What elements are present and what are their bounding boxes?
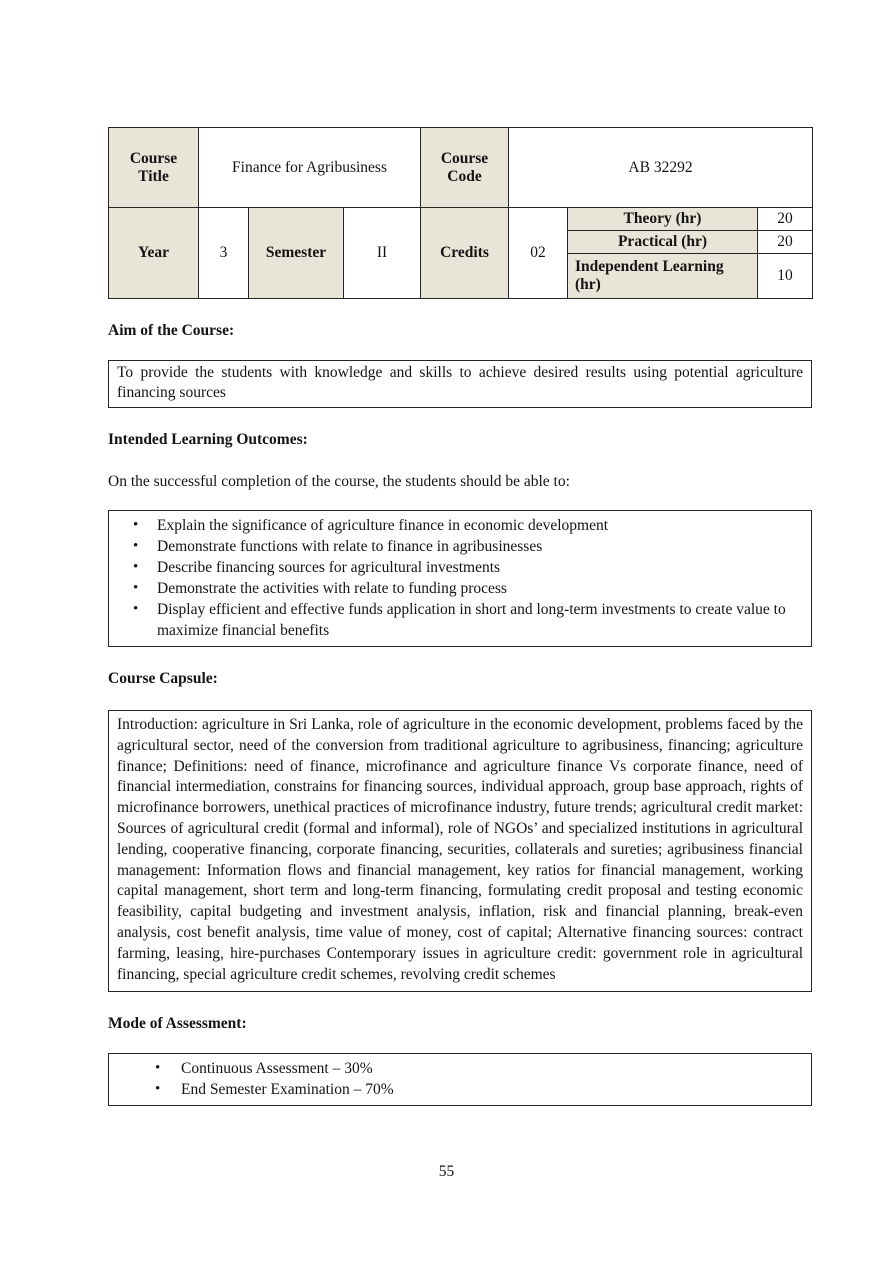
year-value: 3 (199, 208, 249, 299)
aim-heading: Aim of the Course: (108, 322, 235, 339)
assessment-bullet-list (117, 1058, 803, 1100)
course-title-label: Course Title (109, 128, 199, 208)
theory-hours-value: 20 (758, 208, 813, 231)
semester-value: II (344, 208, 421, 299)
intended-learning-outcomes-heading: Intended Learning Outcomes: (108, 431, 308, 449)
document-content (108, 0, 812, 1106)
assessment-bullet-box (108, 1053, 812, 1106)
credits-value: 02 (509, 208, 568, 299)
list-item: • Continuous Assessment – 30% (117, 1058, 803, 1079)
page-number: 55 (438, 1163, 455, 1180)
list-item: • Explain the significance of agriculture finance in economic development (117, 515, 803, 536)
ilo-bullet-list (117, 515, 803, 641)
independent-learning-hours-value: 10 (758, 254, 813, 299)
course-capsule-text-box: Introduction: agriculture in Sri Lanka, role of agriculture in the economic development, problems faced by the agricultural sector, need of the conversion from traditional agriculture to agribusiness, financing; agriculture finance; Definitions: need of finance, microfinance and agriculture finance Vs corporate finance, need of financial intermediation, constrains for financing sources, individual approach, group base approach, rights of microfinance borrowers, unethical practices of microfinance industry, future trends; agricultural credit market: Sources of agricultural credit (formal and informal), role of NGOs’ and specialized institutions in agricultural lending, cooperative financing, corporate financing, securities, collaterals and sureties; agribusiness financial management: Information flows and financial management, key ratios for financial management, working capital management, short term and long-term financing, formulating credit proposal and testing economic feasibility, capital budgeting and investment analysis, inflation, risk and financial planning, break-even analysis, cost benefit analysis, time value of money, cost of capital; Alternative financing sources: contract farming, leasing, hire-purchases Contemporary issues in agriculture credit: government role in agricultural financing, special agriculture credit schemes, revolving credit schemes (108, 710, 812, 992)
aim-text-box: To provide the students with knowledge and skills to achieve desired results using potential agriculture financing sources (108, 360, 812, 409)
course-capsule-heading: Course Capsule: (108, 670, 218, 688)
semester-label: Semester (249, 208, 344, 299)
course-code-value: AB 32292 (509, 128, 813, 208)
list-item: • End Semester Examination – 70% (117, 1079, 803, 1100)
list-item: • Demonstrate the activities with relate to funding process (117, 578, 803, 599)
year-label: Year (109, 208, 199, 299)
credits-label: Credits (421, 208, 509, 299)
list-item: • Describe financing sources for agricultural investments (117, 557, 803, 578)
ilo-intro-text: On the successful completion of the course, the students should be able to: (108, 472, 570, 490)
table-row (109, 128, 813, 208)
mode-of-assessment-heading: Mode of Assessment: (108, 1015, 247, 1033)
independent-learning-hours-label: Independent Learning (hr) (568, 254, 758, 299)
theory-hours-label: Theory (hr) (568, 208, 758, 231)
table-row (109, 208, 813, 231)
course-info-table (108, 127, 813, 299)
course-code-label: Course Code (421, 128, 509, 208)
list-item: • Demonstrate functions with relate to finance in agribusinesses (117, 536, 803, 557)
ilo-bullet-box (108, 510, 812, 647)
practical-hours-label: Practical (hr) (568, 231, 758, 254)
course-title-value: Finance for Agribusiness (199, 128, 421, 208)
list-item: • Display efficient and effective funds application in short and long-term investments to create value to maximize financial benefits (117, 599, 803, 641)
practical-hours-value: 20 (758, 231, 813, 254)
